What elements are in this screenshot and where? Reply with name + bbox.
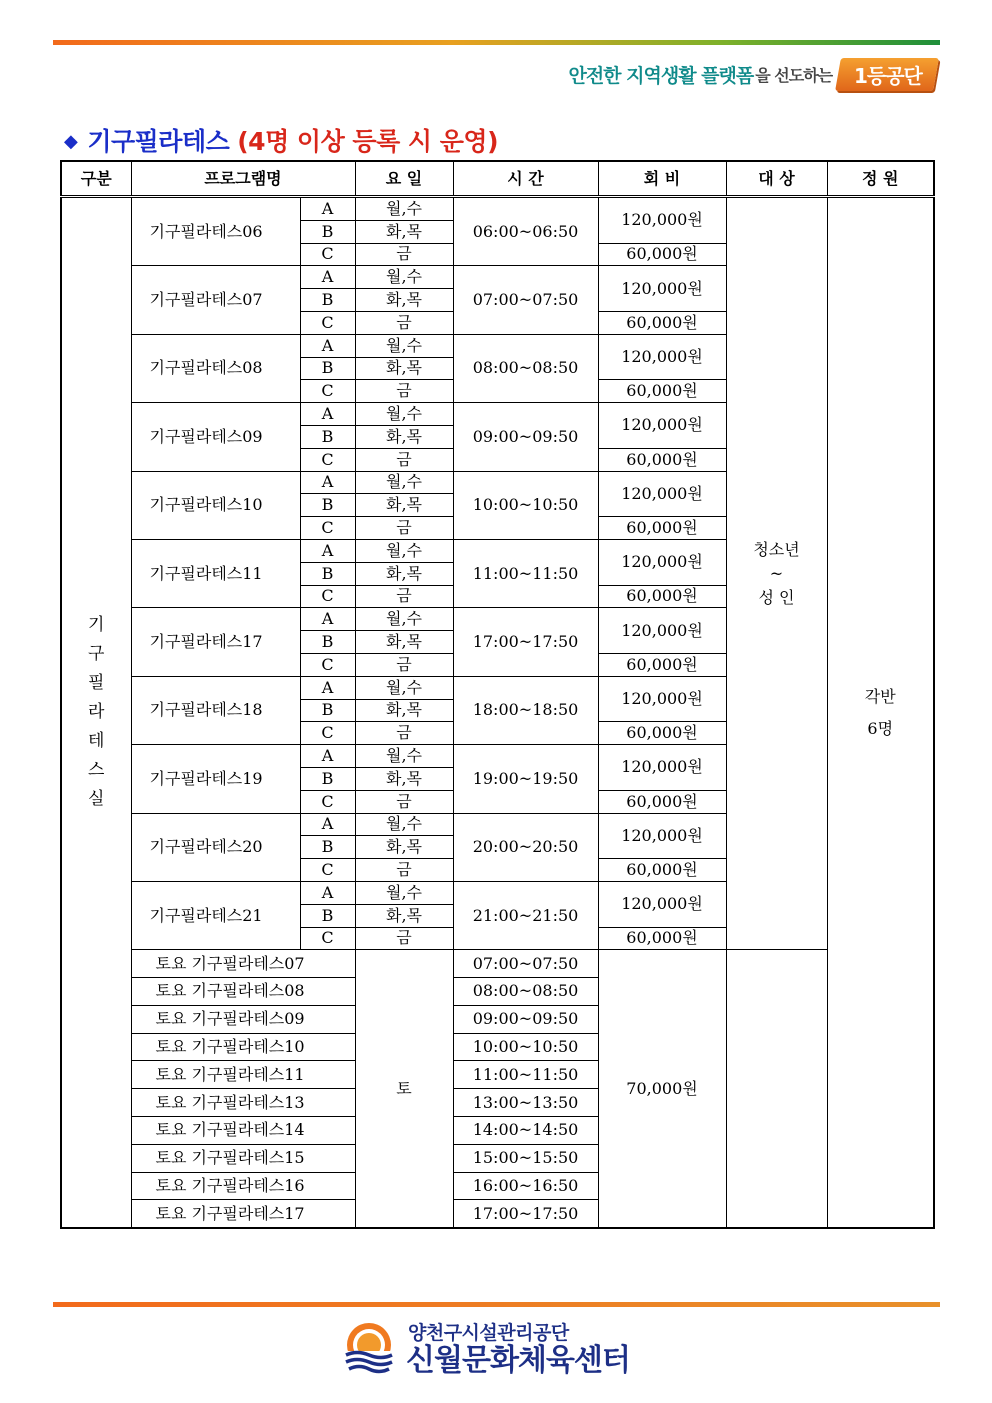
days-cell: 화,목 — [355, 220, 453, 243]
saturday-program-cell: 토요 기구필라테스07 — [131, 950, 355, 978]
time-cell: 20:00~20:50 — [453, 813, 598, 881]
target-line: ~ — [769, 563, 784, 583]
saturday-time-cell: 14:00~14:50 — [453, 1117, 598, 1145]
title-note: (4명 이상 등록 시 운영) — [237, 127, 499, 156]
class-cell: A — [300, 471, 355, 494]
header-program: 프로그램명 — [131, 161, 355, 197]
fee-c-cell: 60,000원 — [598, 585, 726, 608]
fee-ab-cell: 120,000원 — [598, 813, 726, 859]
class-cell: C — [300, 517, 355, 540]
class-cell: B — [300, 699, 355, 722]
category-char: 필 — [88, 673, 105, 694]
saturday-day-cell: 토 — [355, 950, 453, 1228]
diamond-bullet-icon: ◆ — [64, 131, 78, 152]
days-cell: 월,수 — [355, 266, 453, 289]
program-name-cell: 기구필라테스19 — [131, 745, 300, 813]
days-cell: 화,목 — [355, 289, 453, 312]
capacity-line: 6명 — [867, 718, 894, 738]
program-name-cell: 기구필라테스11 — [131, 539, 300, 607]
time-cell: 17:00~17:50 — [453, 608, 598, 676]
title-text: 기구필라테스 — [87, 127, 230, 156]
class-cell: C — [300, 448, 355, 471]
saturday-time-cell: 17:00~17:50 — [453, 1200, 598, 1228]
class-cell: B — [300, 836, 355, 859]
fee-c-cell: 60,000원 — [598, 859, 726, 882]
days-cell: 화,목 — [355, 631, 453, 654]
time-cell: 18:00~18:50 — [453, 676, 598, 744]
days-cell: 화,목 — [355, 494, 453, 517]
slogan-main: 안전한 지역생활 플랫폼 — [568, 64, 754, 87]
header-category: 구분 — [61, 161, 131, 197]
saturday-program-cell: 토요 기구필라테스15 — [131, 1144, 355, 1172]
saturday-fee-cell: 70,000원 — [598, 950, 726, 1228]
fee-ab-cell: 120,000원 — [598, 608, 726, 654]
table-row — [61, 197, 934, 221]
time-cell: 10:00~10:50 — [453, 471, 598, 539]
category-char: 스 — [88, 760, 105, 781]
class-cell: A — [300, 745, 355, 768]
header-fee: 회 비 — [598, 161, 726, 197]
fee-c-cell: 60,000원 — [598, 790, 726, 813]
class-cell: A — [300, 676, 355, 699]
days-cell: 월,수 — [355, 608, 453, 631]
time-cell: 09:00~09:50 — [453, 403, 598, 471]
class-cell: C — [300, 927, 355, 950]
time-cell: 11:00~11:50 — [453, 539, 598, 607]
days-cell: 월,수 — [355, 813, 453, 836]
program-name-cell: 기구필라테스20 — [131, 813, 300, 881]
class-cell: B — [300, 631, 355, 654]
table-row — [61, 950, 934, 978]
saturday-time-cell: 15:00~15:50 — [453, 1144, 598, 1172]
time-cell: 08:00~08:50 — [453, 334, 598, 402]
days-cell: 월,수 — [355, 197, 453, 221]
category-char: 구 — [88, 644, 105, 665]
days-cell: 월,수 — [355, 403, 453, 426]
header-target: 대 상 — [726, 161, 827, 197]
class-cell: A — [300, 266, 355, 289]
category-char: 라 — [88, 702, 105, 723]
time-cell: 06:00~06:50 — [453, 197, 598, 266]
target-line: 청소년 — [753, 539, 800, 559]
saturday-time-cell: 11:00~11:50 — [453, 1061, 598, 1089]
program-name-cell: 기구필라테스06 — [131, 197, 300, 266]
saturday-time-cell: 08:00~08:50 — [453, 978, 598, 1006]
table-header-row — [61, 161, 934, 197]
fee-ab-cell: 120,000원 — [598, 403, 726, 449]
class-cell: B — [300, 767, 355, 790]
category-char: 테 — [88, 731, 105, 752]
days-cell: 화,목 — [355, 699, 453, 722]
days-cell: 금 — [355, 585, 453, 608]
days-cell: 월,수 — [355, 471, 453, 494]
class-cell: B — [300, 562, 355, 585]
header-slogan — [568, 58, 936, 90]
footer-logo — [340, 1318, 630, 1377]
days-cell: 월,수 — [355, 881, 453, 904]
days-cell: 금 — [355, 859, 453, 882]
days-cell: 월,수 — [355, 539, 453, 562]
class-cell: B — [300, 289, 355, 312]
schedule-table — [60, 160, 935, 1229]
class-cell: C — [300, 722, 355, 745]
days-cell: 화,목 — [355, 767, 453, 790]
class-cell: B — [300, 425, 355, 448]
days-cell: 화,목 — [355, 836, 453, 859]
class-cell: C — [300, 243, 355, 266]
saturday-time-cell: 09:00~09:50 — [453, 1005, 598, 1033]
saturday-time-cell: 10:00~10:50 — [453, 1033, 598, 1061]
slogan-badge: 1등공단 — [835, 58, 939, 91]
days-cell: 금 — [355, 927, 453, 950]
program-name-cell: 기구필라테스09 — [131, 403, 300, 471]
category-cell — [61, 197, 131, 1229]
slogan-mid: 을 선도하는 — [755, 65, 833, 85]
fee-ab-cell: 120,000원 — [598, 676, 726, 722]
class-cell: A — [300, 539, 355, 562]
header-days: 요 일 — [355, 161, 453, 197]
footer-gradient-bar — [53, 1302, 940, 1307]
saturday-program-cell: 토요 기구필라테스13 — [131, 1089, 355, 1117]
time-cell: 19:00~19:50 — [453, 745, 598, 813]
page-title — [64, 122, 498, 158]
fee-c-cell: 60,000원 — [598, 448, 726, 471]
saturday-time-cell: 16:00~16:50 — [453, 1172, 598, 1200]
class-cell: A — [300, 881, 355, 904]
saturday-time-cell: 07:00~07:50 — [453, 950, 598, 978]
saturday-time-cell: 13:00~13:50 — [453, 1089, 598, 1117]
class-cell: C — [300, 859, 355, 882]
days-cell: 화,목 — [355, 425, 453, 448]
days-cell: 화,목 — [355, 904, 453, 927]
capacity-cell — [827, 197, 934, 1229]
fee-c-cell: 60,000원 — [598, 927, 726, 950]
class-cell: C — [300, 585, 355, 608]
fee-ab-cell: 120,000원 — [598, 539, 726, 585]
saturday-program-cell: 토요 기구필라테스09 — [131, 1005, 355, 1033]
fee-c-cell: 60,000원 — [598, 311, 726, 334]
class-cell: B — [300, 494, 355, 517]
class-cell: B — [300, 220, 355, 243]
capacity-line: 각반 — [864, 686, 896, 706]
program-name-cell: 기구필라테스18 — [131, 676, 300, 744]
days-cell: 월,수 — [355, 745, 453, 768]
target-line: 성 인 — [758, 587, 795, 607]
days-cell: 화,목 — [355, 357, 453, 380]
saturday-program-cell: 토요 기구필라테스14 — [131, 1117, 355, 1145]
days-cell: 금 — [355, 448, 453, 471]
saturday-program-cell: 토요 기구필라테스11 — [131, 1061, 355, 1089]
header-time: 시 간 — [453, 161, 598, 197]
days-cell: 금 — [355, 311, 453, 334]
program-name-cell: 기구필라테스17 — [131, 608, 300, 676]
class-cell: C — [300, 790, 355, 813]
time-cell: 07:00~07:50 — [453, 266, 598, 334]
saturday-program-cell: 토요 기구필라테스08 — [131, 978, 355, 1006]
fee-c-cell: 60,000원 — [598, 722, 726, 745]
days-cell: 금 — [355, 380, 453, 403]
fee-ab-cell: 120,000원 — [598, 197, 726, 244]
header-capacity: 정 원 — [827, 161, 934, 197]
fee-c-cell: 60,000원 — [598, 653, 726, 676]
time-cell: 21:00~21:50 — [453, 881, 598, 949]
saturday-program-cell: 토요 기구필라테스10 — [131, 1033, 355, 1061]
days-cell: 금 — [355, 243, 453, 266]
class-cell: C — [300, 653, 355, 676]
fee-c-cell: 60,000원 — [598, 380, 726, 403]
days-cell: 월,수 — [355, 676, 453, 699]
class-cell: B — [300, 904, 355, 927]
org-name-top: 양천구시설관리공단 — [408, 1322, 569, 1344]
fee-ab-cell: 120,000원 — [598, 266, 726, 312]
class-cell: A — [300, 197, 355, 221]
fee-ab-cell: 120,000원 — [598, 745, 726, 791]
class-cell: B — [300, 357, 355, 380]
saturday-program-cell: 토요 기구필라테스16 — [131, 1172, 355, 1200]
days-cell: 금 — [355, 722, 453, 745]
program-name-cell: 기구필라테스08 — [131, 334, 300, 402]
class-cell: A — [300, 813, 355, 836]
days-cell: 화,목 — [355, 562, 453, 585]
program-name-cell: 기구필라테스21 — [131, 881, 300, 949]
category-char: 기 — [88, 615, 105, 636]
program-name-cell: 기구필라테스07 — [131, 266, 300, 334]
class-cell: A — [300, 403, 355, 426]
target-blank-cell — [726, 950, 827, 1228]
program-name-cell: 기구필라테스10 — [131, 471, 300, 539]
org-name-main: 신월문화체육센터 — [406, 1343, 630, 1378]
days-cell: 금 — [355, 790, 453, 813]
fee-ab-cell: 120,000원 — [598, 471, 726, 517]
fee-c-cell: 60,000원 — [598, 243, 726, 266]
days-cell: 월,수 — [355, 334, 453, 357]
fee-ab-cell: 120,000원 — [598, 334, 726, 380]
sun-wave-logo-icon — [340, 1319, 398, 1377]
class-cell: A — [300, 334, 355, 357]
saturday-program-cell: 토요 기구필라테스17 — [131, 1200, 355, 1228]
class-cell: A — [300, 608, 355, 631]
class-cell: C — [300, 380, 355, 403]
fee-c-cell: 60,000원 — [598, 517, 726, 540]
days-cell: 금 — [355, 653, 453, 676]
days-cell: 금 — [355, 517, 453, 540]
header-gradient-bar — [53, 40, 940, 45]
fee-ab-cell: 120,000원 — [598, 881, 726, 927]
class-cell: C — [300, 311, 355, 334]
target-cell — [726, 197, 827, 950]
category-char: 실 — [88, 789, 105, 810]
